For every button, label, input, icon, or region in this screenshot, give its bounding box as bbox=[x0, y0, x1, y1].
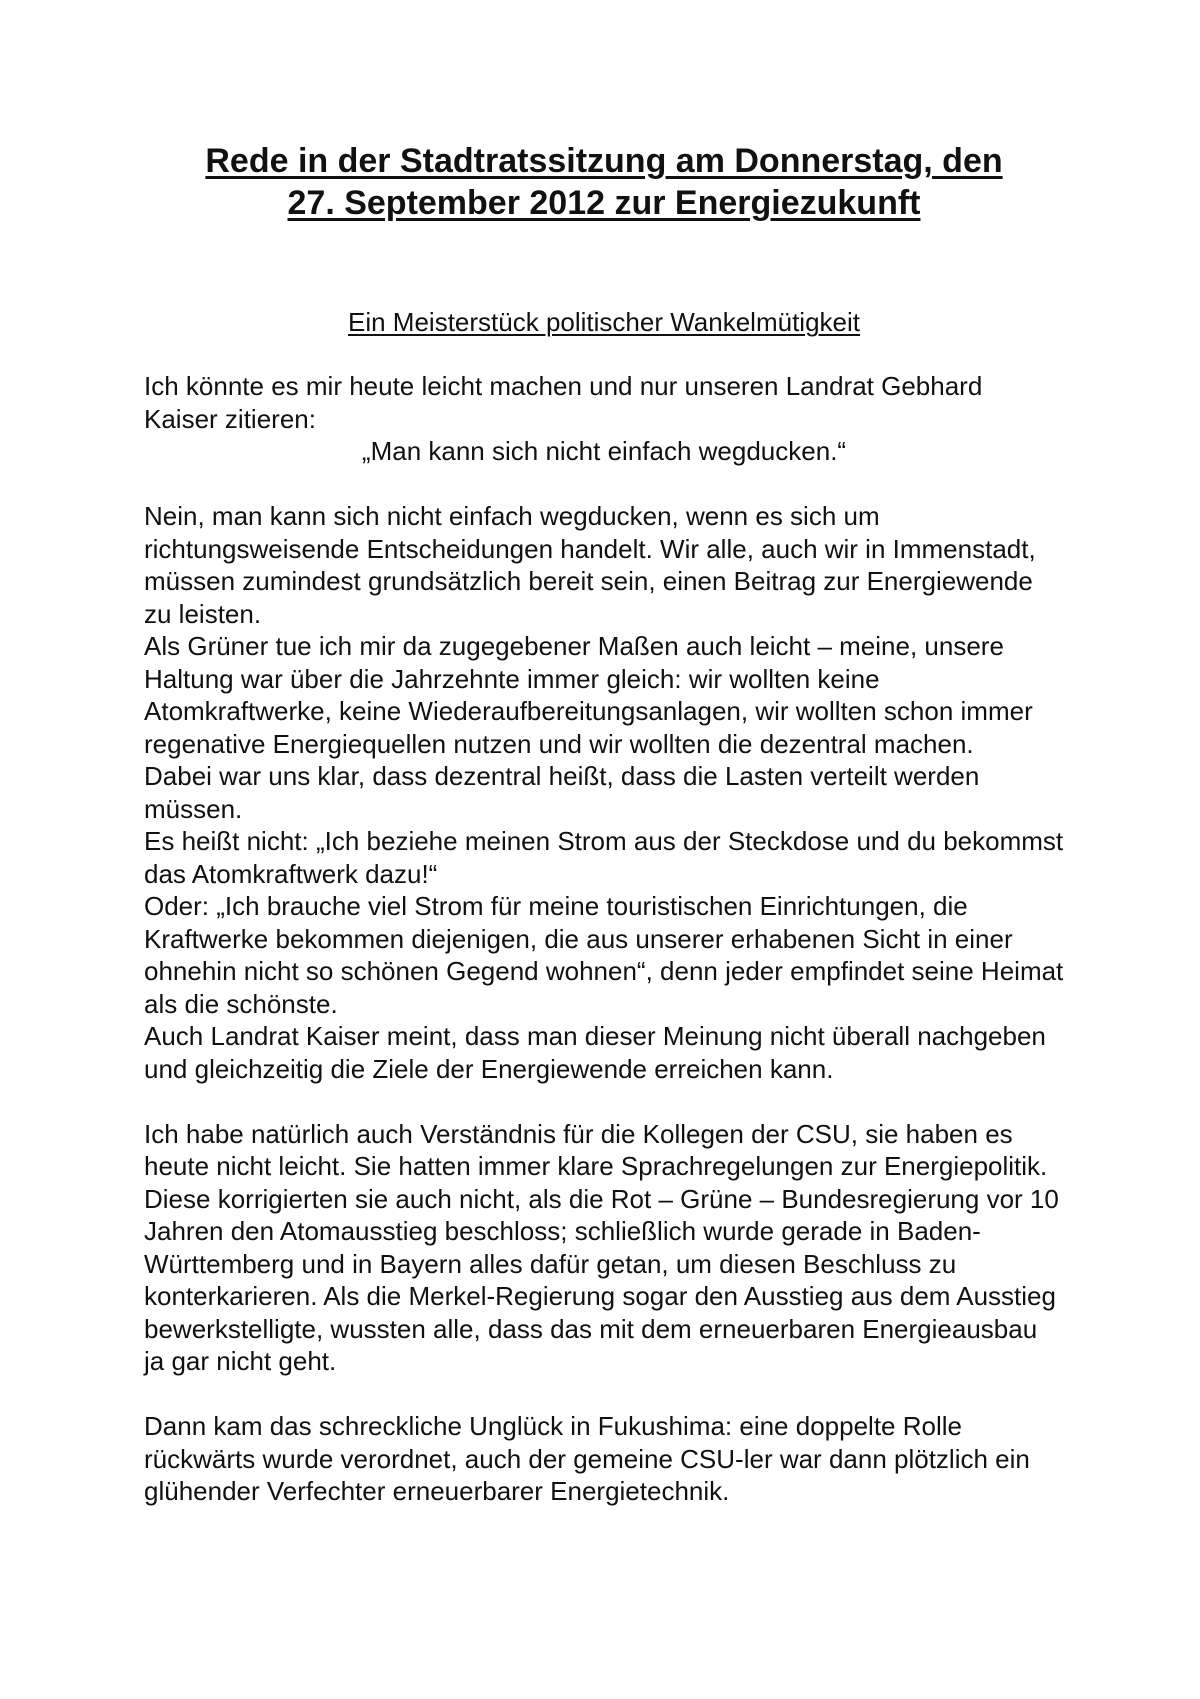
title-line-2: 27. September 2012 zur Energiezukunft bbox=[287, 184, 921, 222]
intro-paragraph bbox=[144, 370, 1064, 435]
landrat-quote: „Man kann sich nicht einfach wegducken.“ bbox=[361, 436, 847, 466]
intro-line-2: Kaiser zitieren: bbox=[144, 403, 316, 434]
paragraph-spacer bbox=[144, 1085, 1064, 1118]
paragraph-spacer bbox=[144, 1378, 1064, 1411]
document-page bbox=[144, 140, 1064, 1508]
paragraph-4: Es heißt nicht: „Ich beziehe meinen Strom aus der Steckdose und du bekommst das Atomkraftwerk dazu!“ bbox=[144, 826, 1064, 889]
title-line-1: Rede in der Stadtratssitzung am Donnerstag, den bbox=[205, 142, 1003, 180]
subtitle-text: Ein Meisterstück politischer Wankelmütigkeit bbox=[348, 307, 860, 337]
speech-body bbox=[144, 370, 1064, 1508]
paragraph-2: Als Grüner tue ich mir da zugegebener Maßen auch leicht – meine, unsere Haltung war über die Jahrzehnte immer gleich: wir wollten keine Atomkraftwerke, keine Wiederaufbereitungsanlagen, wir wollten schon immer regenative Energiequellen nutzen und wir wollten die dezentral machen. bbox=[144, 631, 1033, 759]
paragraph-7: Ich habe natürlich auch Verständnis für die Kollegen der CSU, sie haben es heute nicht leicht. Sie hatten immer klare Sprachregelungen zur Energiepolitik. Diese korrigierten sie auch nicht, als die Rot – Grüne – Bundesregierung vor 10 Jahren den Atomausstieg beschloss; schließlich wurde gerade in Baden-Württemberg und in Bayern alles dafür getan, um diesen Beschluss zu konterkarieren. Als die Merkel-Regierung sogar den Ausstieg aus dem Ausstieg bewerkstelligte, wussten alle, dass das mit dem erneuerbaren Energieausbau ja gar nicht geht. bbox=[144, 1118, 1059, 1376]
paragraph-6: Auch Landrat Kaiser meint, dass man dieser Meinung nicht überall nachgeben und gleichzeitig die Ziele der Energiewende erreichen kann. bbox=[144, 1021, 1046, 1084]
document-title bbox=[144, 140, 1064, 224]
document-subtitle bbox=[144, 306, 1064, 338]
paragraph-5: Oder: „Ich brauche viel Strom für meine touristischen Einrichtungen, die Kraftwerke bekommen diejenigen, die aus unserer erhabenen Sicht in einer ohnehin nicht so schönen Gegend wohnen“, denn jeder empfindet seine Heimat als die schönste. bbox=[144, 891, 1064, 1019]
paragraph-3: Dabei war uns klar, dass dezentral heißt, dass die Lasten verteilt werden müssen. bbox=[144, 761, 980, 824]
intro-line-1: Ich könnte es mir heute leicht machen und nur unseren Landrat Gebhard bbox=[144, 371, 983, 401]
paragraph-1: Nein, man kann sich nicht einfach wegducken, wenn es sich um richtungsweisende Entscheidungen handelt. Wir alle, auch wir in Immenstadt, müssen zumindest grundsätzlich bereit sein, einen Beitrag zur Energiewende zu leisten. bbox=[144, 501, 1036, 629]
paragraph-8: Dann kam das schreckliche Unglück in Fukushima: eine doppelte Rolle rückwärts wurde verordnet, auch der gemeine CSU-ler war dann plötzlich ein glühender Verfechter erneuerbarer Energietechnik. bbox=[144, 1411, 1030, 1506]
paragraph-spacer bbox=[144, 468, 1064, 501]
